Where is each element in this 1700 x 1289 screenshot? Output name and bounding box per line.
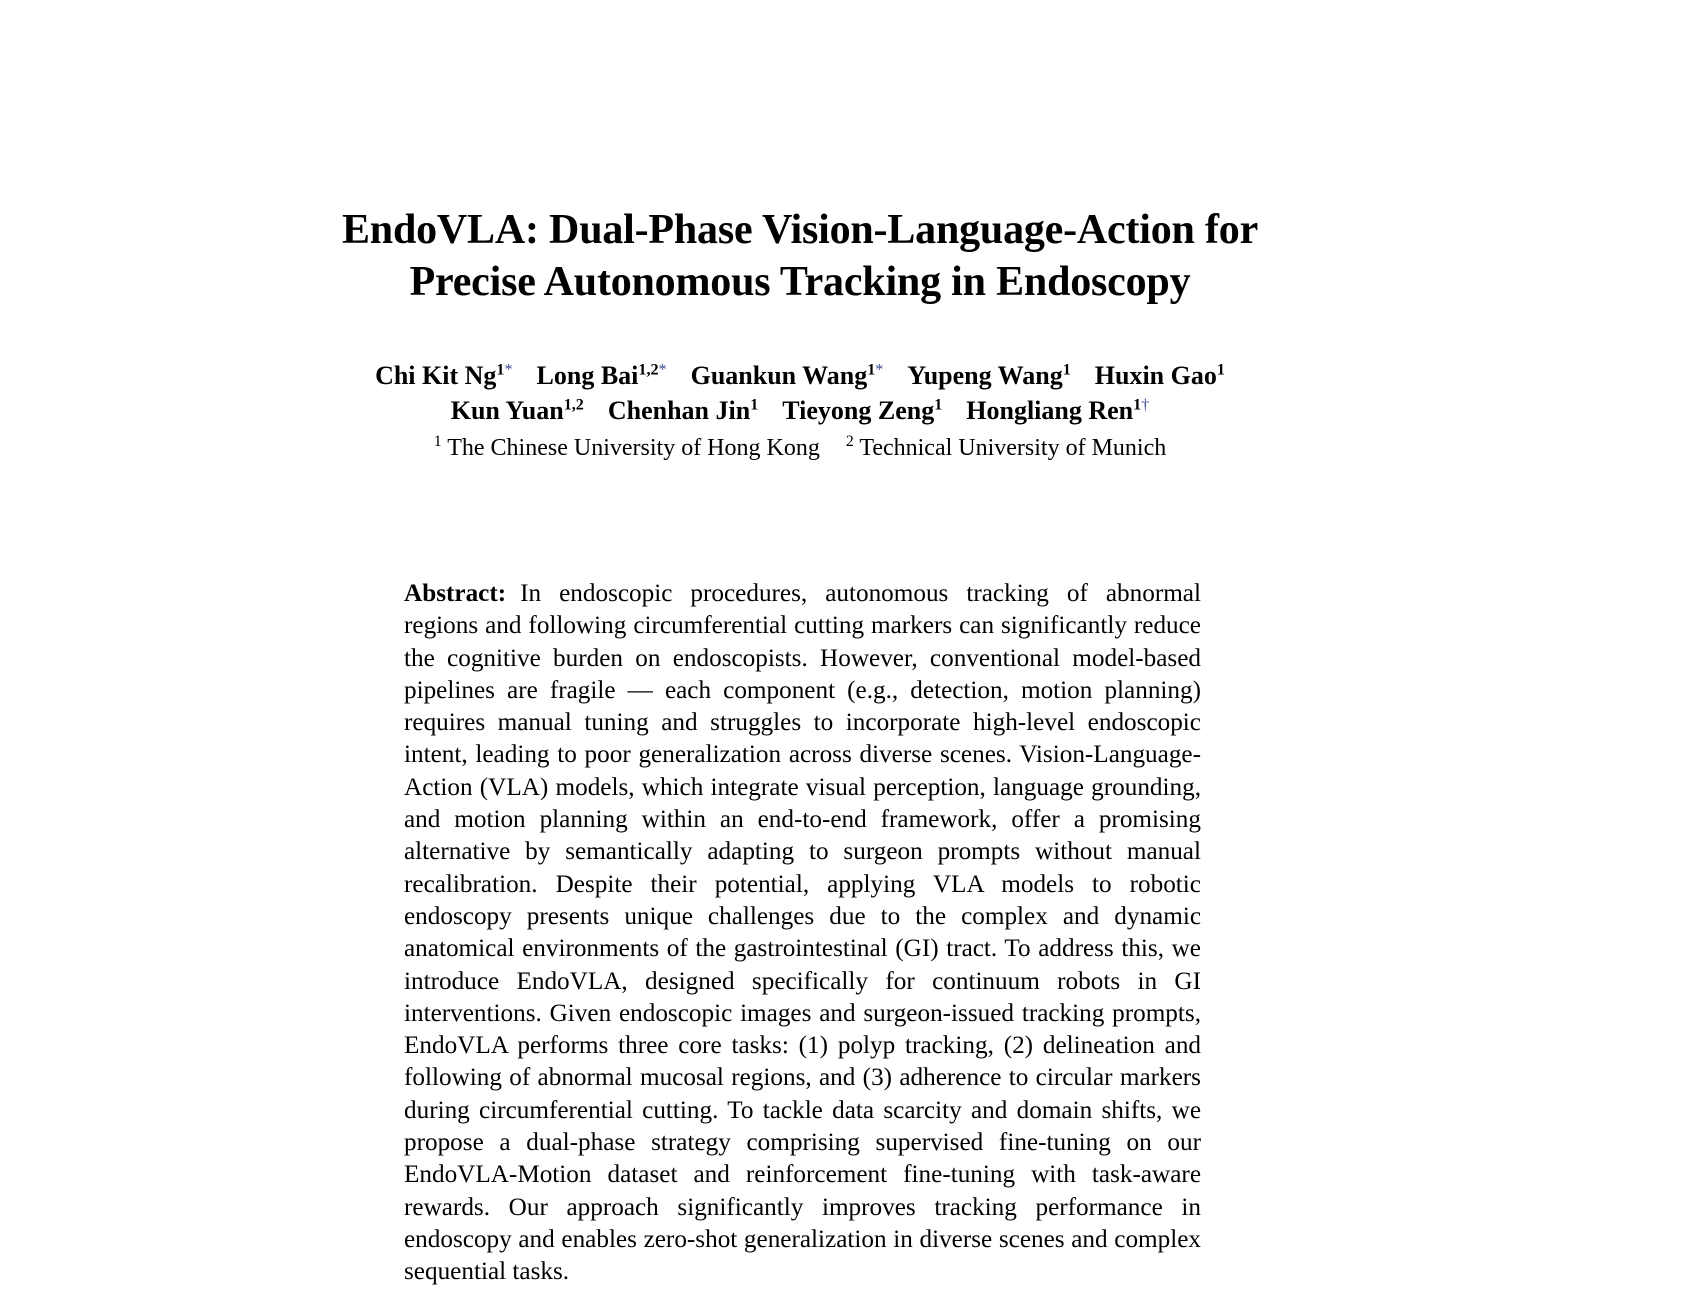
author-name-text: Long Bai <box>536 361 639 390</box>
author-name <box>691 361 884 390</box>
author-affiliation-superscript: 1 <box>750 396 759 414</box>
affiliation-item <box>846 435 1166 461</box>
author-affiliation-superscript: 1 <box>867 361 876 379</box>
author-name-text: Guankun Wang <box>690 361 868 390</box>
author-name <box>907 361 1070 390</box>
author-affiliation-superscript: 1 <box>1062 361 1071 379</box>
author-name-text: Hongliang Ren <box>966 396 1134 425</box>
abstract-label: Abstract: <box>404 580 507 607</box>
author-name <box>451 396 584 425</box>
affiliation-item <box>434 435 820 461</box>
title-line-2: Precise Autonomous Tracking in Endoscopy <box>409 259 1191 305</box>
author-footnote-marker: * <box>504 361 513 379</box>
author-name-text: Kun Yuan <box>450 396 564 425</box>
author-name-text: Chi Kit Ng <box>375 361 497 390</box>
author-affiliation-superscript: 1 <box>934 396 943 414</box>
author-name <box>1095 361 1225 390</box>
author-footnote-marker: * <box>875 361 884 379</box>
author-name <box>966 396 1149 425</box>
author-line-2 <box>300 393 1300 428</box>
author-affiliation-superscript: 1 <box>496 361 505 379</box>
affiliation-name: The Chinese University of Hong Kong <box>441 435 820 461</box>
author-name <box>782 396 942 425</box>
author-name-text: Chenhan Jin <box>607 396 751 425</box>
author-name <box>537 361 667 390</box>
affiliation-index-superscript: 2 <box>845 433 854 450</box>
title-line-1: EndoVLA: Dual-Phase Vision-Language-Action for <box>341 207 1259 253</box>
abstract-section <box>404 578 1201 1289</box>
author-name-text: Huxin Gao <box>1094 361 1217 390</box>
affiliation-name: Technical University of Munich <box>853 435 1167 461</box>
author-affiliation-superscript: 1,2 <box>638 361 659 379</box>
affiliation-line <box>300 431 1300 465</box>
author-footnote-marker: † <box>1141 396 1150 414</box>
author-name-text: Tieyong Zeng <box>782 396 935 425</box>
author-affiliation-superscript: 1,2 <box>563 396 584 414</box>
author-line-1 <box>300 358 1300 393</box>
author-name-text: Yupeng Wang <box>907 361 1063 390</box>
author-affiliation-superscript: 1 <box>1216 361 1225 379</box>
affiliation-index-superscript: 1 <box>433 433 442 450</box>
author-name <box>375 361 512 390</box>
abstract-body: In endoscopic procedures, autonomous tracking of abnormal regions and following circumferential cutting markers can significantly reduce the cognitive burden on endoscopists. However, conventional model-based pipelines are fragile — each component (e.g., detection, motion planning) requires manual tuning and struggles to incorporate high-level endoscopic intent, leading to poor generalization across diverse scenes. Vision-Language-Action (VLA) models, which integrate visual perception, language grounding, and motion planning within an end-to-end framework, offer a promising alternative by semantically adapting to surgeon prompts without manual recalibration. Despite their potential, applying VLA models to robotic endoscopy presents unique challenges due to the complex and dynamic anatomical environments of the gastrointestinal (GI) tract. To address this, we introduce EndoVLA, designed specifically for continuum robots in GI interventions. Given endoscopic images and surgeon-issued tracking prompts, EndoVLA performs three core tasks: (1) polyp tracking, (2) delineation and following of abnormal mucosal regions, and (3) adherence to circular markers during circumferential cutting. To tackle data scarcity and domain shifts, we propose a dual-phase strategy comprising supervised fine-tuning on our EndoVLA-Motion dataset and reinforcement fine-tuning with task-aware rewards. Our approach significantly improves tracking performance in endoscopy and enables zero-shot generalization in diverse scenes and complex sequential tasks. <box>404 580 1201 1286</box>
author-footnote-marker: * <box>658 361 667 379</box>
paper-title <box>300 204 1300 308</box>
author-affiliation-superscript: 1 <box>1133 396 1142 414</box>
author-block <box>300 358 1300 465</box>
author-name <box>608 396 758 425</box>
